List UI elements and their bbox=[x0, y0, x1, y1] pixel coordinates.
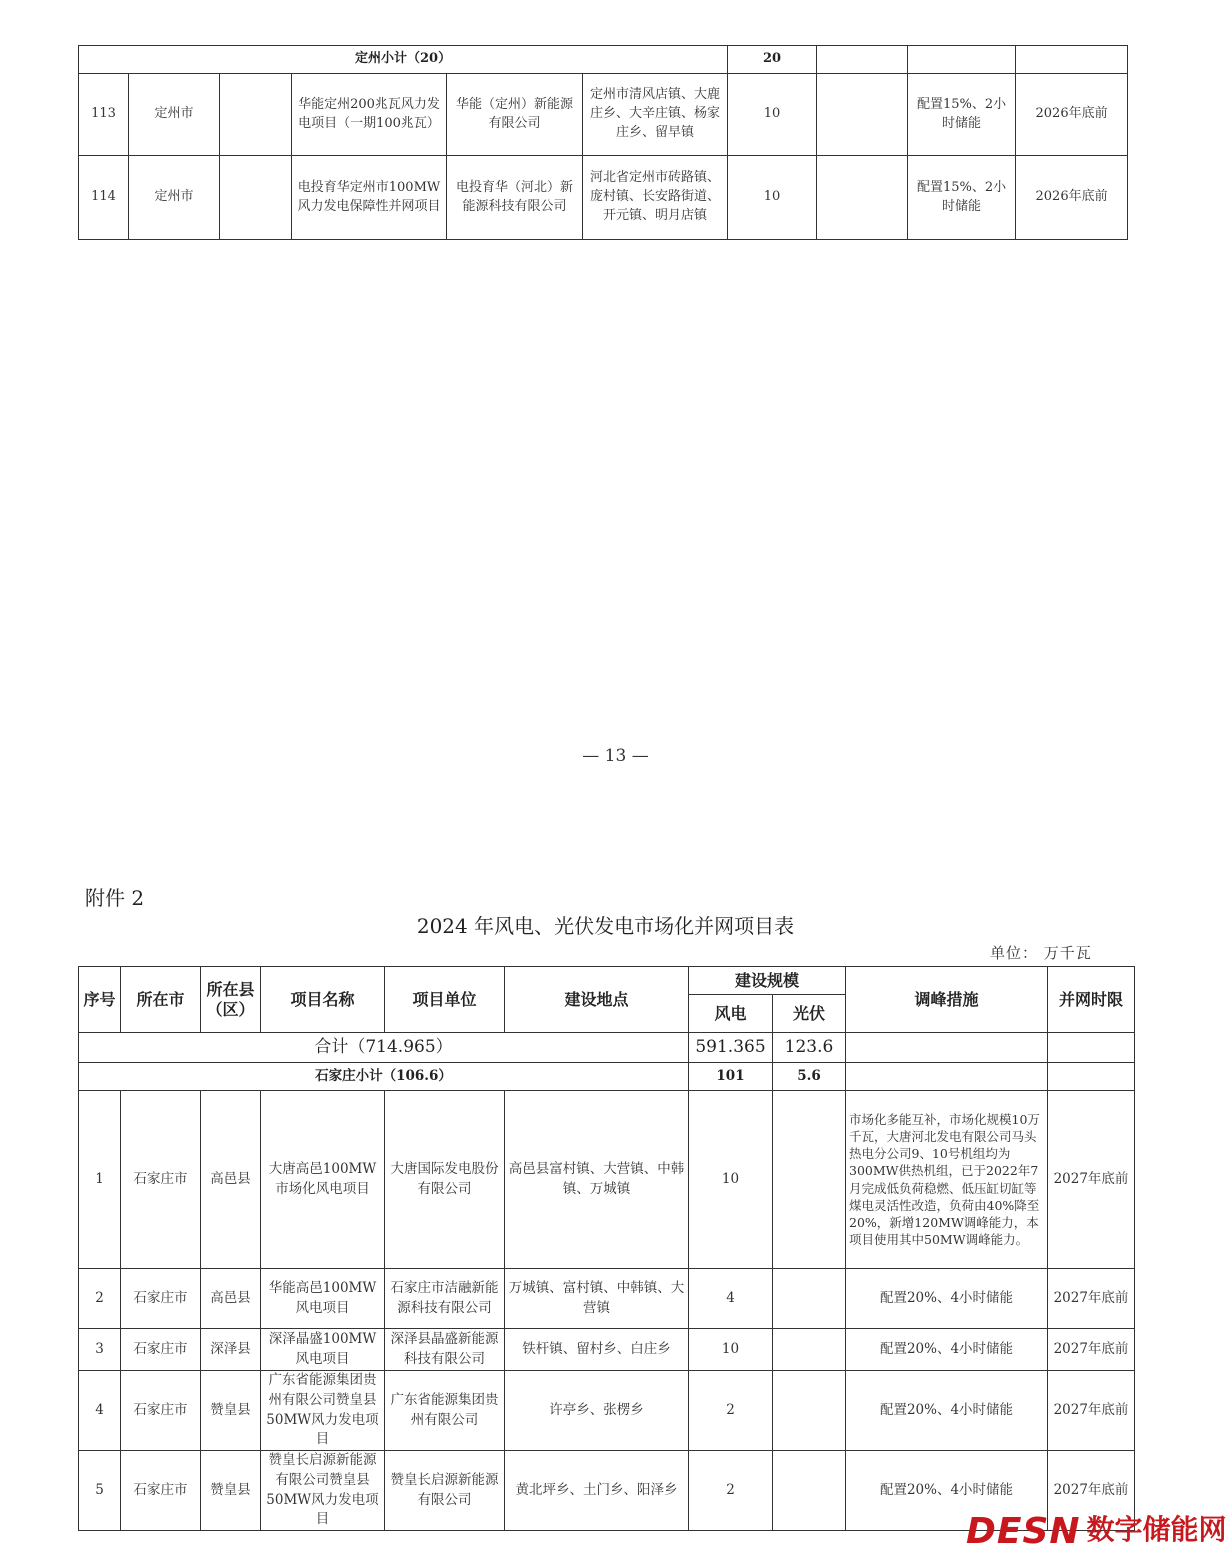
row-project-name: 大唐高邑100MW市场化风电项目 bbox=[261, 1091, 385, 1269]
row-deadline: 2026年底前 bbox=[1016, 156, 1128, 240]
row-project-unit: 石家庄市洁融新能源科技有限公司 bbox=[385, 1269, 505, 1329]
row-measure: 配置15%、2小时储能 bbox=[908, 156, 1016, 240]
row-county: 赞皇县 bbox=[201, 1451, 261, 1531]
subtotal-wind: 101 bbox=[689, 1063, 773, 1091]
row-project-name: 广东省能源集团贵州有限公司赞皇县50MW风力发电项目 bbox=[261, 1371, 385, 1451]
row-scale: 10 bbox=[728, 74, 817, 156]
row-deadline: 2027年底前 bbox=[1048, 1091, 1135, 1269]
row-no: 3 bbox=[79, 1329, 121, 1371]
row-project-name: 深泽晶盛100MW风电项目 bbox=[261, 1329, 385, 1371]
row-project-unit: 华能（定州）新能源有限公司 bbox=[447, 74, 583, 156]
header-project-name: 项目名称 bbox=[261, 967, 385, 1033]
row-city: 定州市 bbox=[129, 156, 220, 240]
header-scale: 建设规模 bbox=[689, 967, 846, 995]
total-pv: 123.6 bbox=[773, 1033, 846, 1063]
row-extra bbox=[817, 156, 908, 240]
row-site: 高邑县富村镇、大营镇、中韩镇、万城镇 bbox=[505, 1091, 689, 1269]
row-project-name: 电投育华定州市100MW风力发电保障性并网项目 bbox=[292, 156, 447, 240]
table-row bbox=[79, 1269, 1135, 1329]
row-measure: 配置20%、4小时储能 bbox=[846, 1371, 1048, 1451]
row-no: 113 bbox=[79, 74, 129, 156]
subtotal-pv: 5.6 bbox=[773, 1063, 846, 1091]
row-county: 深泽县 bbox=[201, 1329, 261, 1371]
row-measure: 配置20%、4小时储能 bbox=[846, 1329, 1048, 1371]
header-city: 所在市 bbox=[121, 967, 201, 1033]
row-site: 河北省定州市砖路镇、庞村镇、长安路街道、开元镇、明月店镇 bbox=[583, 156, 728, 240]
row-city: 石家庄市 bbox=[121, 1451, 201, 1531]
row-no: 114 bbox=[79, 156, 129, 240]
row-no: 1 bbox=[79, 1091, 121, 1269]
table-row bbox=[79, 1371, 1135, 1451]
subtotal-value: 20 bbox=[728, 46, 817, 74]
header-project-unit: 项目单位 bbox=[385, 967, 505, 1033]
row-project-name: 华能定州200兆瓦风力发电项目（一期100兆瓦） bbox=[292, 74, 447, 156]
watermark-logo-text: DESN bbox=[966, 1511, 1081, 1552]
watermark-logo bbox=[966, 1508, 1227, 1552]
row-no: 2 bbox=[79, 1269, 121, 1329]
row-no: 4 bbox=[79, 1371, 121, 1451]
row-project-unit: 赞皇长启源新能源有限公司 bbox=[385, 1451, 505, 1531]
header-wind: 风电 bbox=[689, 995, 773, 1033]
row-wind: 10 bbox=[689, 1091, 773, 1269]
row-county bbox=[220, 156, 292, 240]
row-site: 万城镇、富村镇、中韩镇、大营镇 bbox=[505, 1269, 689, 1329]
row-wind: 2 bbox=[689, 1451, 773, 1531]
row-wind: 4 bbox=[689, 1269, 773, 1329]
table-subtotal-row bbox=[79, 46, 1128, 74]
row-city: 石家庄市 bbox=[121, 1329, 201, 1371]
row-site: 黄北坪乡、土门乡、阳泽乡 bbox=[505, 1451, 689, 1531]
header-measure: 调峰措施 bbox=[846, 967, 1048, 1033]
row-pv bbox=[773, 1329, 846, 1371]
table-row bbox=[79, 74, 1128, 156]
row-wind: 2 bbox=[689, 1371, 773, 1451]
row-deadline: 2027年底前 bbox=[1048, 1451, 1135, 1531]
header-pv: 光伏 bbox=[773, 995, 846, 1033]
table-title: 2024 年风电、光伏发电市场化并网项目表 bbox=[416, 914, 795, 938]
row-measure: 市场化多能互补，市场化规模10万千瓦，大唐河北发电有限公司马头热电分公司9、10号机组均为300MW供热机组，已于2022年7月完成低负荷稳燃、低压缸切缸等煤电灵活性改造，负荷由40%降至20%，新增120MW调峰能力，本项目使用其中50MW调峰能力。 bbox=[846, 1091, 1048, 1269]
header-no: 序号 bbox=[79, 967, 121, 1033]
header-county: 所在县（区） bbox=[201, 967, 261, 1033]
table-header-row bbox=[79, 967, 1135, 995]
row-county: 高邑县 bbox=[201, 1269, 261, 1329]
row-project-unit: 电投育华（河北）新能源科技有限公司 bbox=[447, 156, 583, 240]
table-row bbox=[79, 156, 1128, 240]
total-wind: 591.365 bbox=[689, 1033, 773, 1063]
total-label: 合计（714.965） bbox=[79, 1033, 689, 1063]
row-deadline: 2026年底前 bbox=[1016, 74, 1128, 156]
row-scale: 10 bbox=[728, 156, 817, 240]
row-city: 石家庄市 bbox=[121, 1269, 201, 1329]
table-total-row bbox=[79, 1033, 1135, 1063]
watermark-site-name: 数字储能网 bbox=[1086, 1513, 1227, 1546]
header-site: 建设地点 bbox=[505, 967, 689, 1033]
row-site: 铁杆镇、留村乡、白庄乡 bbox=[505, 1329, 689, 1371]
row-site: 许亭乡、张楞乡 bbox=[505, 1371, 689, 1451]
row-project-name: 赞皇长启源新能源有限公司赞皇县50MW风力发电项目 bbox=[261, 1451, 385, 1531]
table-row bbox=[79, 1329, 1135, 1371]
row-project-unit: 广东省能源集团贵州有限公司 bbox=[385, 1371, 505, 1451]
row-site: 定州市清风店镇、大鹿庄乡、大辛庄镇、杨家庄乡、留早镇 bbox=[583, 74, 728, 156]
subtotal-label: 定州小计（20） bbox=[79, 46, 728, 74]
row-deadline: 2027年底前 bbox=[1048, 1329, 1135, 1371]
row-deadline: 2027年底前 bbox=[1048, 1269, 1135, 1329]
row-pv bbox=[773, 1091, 846, 1269]
page-number: — 13 — bbox=[582, 746, 649, 766]
row-measure: 配置20%、4小时储能 bbox=[846, 1451, 1048, 1531]
row-city: 石家庄市 bbox=[121, 1091, 201, 1269]
row-pv bbox=[773, 1371, 846, 1451]
subtotal-label: 石家庄小计（106.6） bbox=[79, 1063, 689, 1091]
row-wind: 10 bbox=[689, 1329, 773, 1371]
row-extra bbox=[817, 74, 908, 156]
row-pv bbox=[773, 1269, 846, 1329]
header-deadline: 并网时限 bbox=[1048, 967, 1135, 1033]
top-project-table bbox=[78, 45, 1128, 240]
row-county: 高邑县 bbox=[201, 1091, 261, 1269]
table-row bbox=[79, 1091, 1135, 1269]
table-subtotal-row bbox=[79, 1063, 1135, 1091]
row-project-unit: 大唐国际发电股份有限公司 bbox=[385, 1091, 505, 1269]
market-grid-project-table bbox=[78, 966, 1135, 1531]
row-city: 定州市 bbox=[129, 74, 220, 156]
row-deadline: 2027年底前 bbox=[1048, 1371, 1135, 1451]
row-measure: 配置15%、2小时储能 bbox=[908, 74, 1016, 156]
row-project-unit: 深泽县晶盛新能源科技有限公司 bbox=[385, 1329, 505, 1371]
unit-label: 单位： 万千瓦 bbox=[990, 944, 1092, 962]
row-county bbox=[220, 74, 292, 156]
row-project-name: 华能高邑100MW风电项目 bbox=[261, 1269, 385, 1329]
attachment-label: 附件 2 bbox=[85, 886, 145, 910]
row-county: 赞皇县 bbox=[201, 1371, 261, 1451]
row-city: 石家庄市 bbox=[121, 1371, 201, 1451]
row-pv bbox=[773, 1451, 846, 1531]
row-no: 5 bbox=[79, 1451, 121, 1531]
row-measure: 配置20%、4小时储能 bbox=[846, 1269, 1048, 1329]
